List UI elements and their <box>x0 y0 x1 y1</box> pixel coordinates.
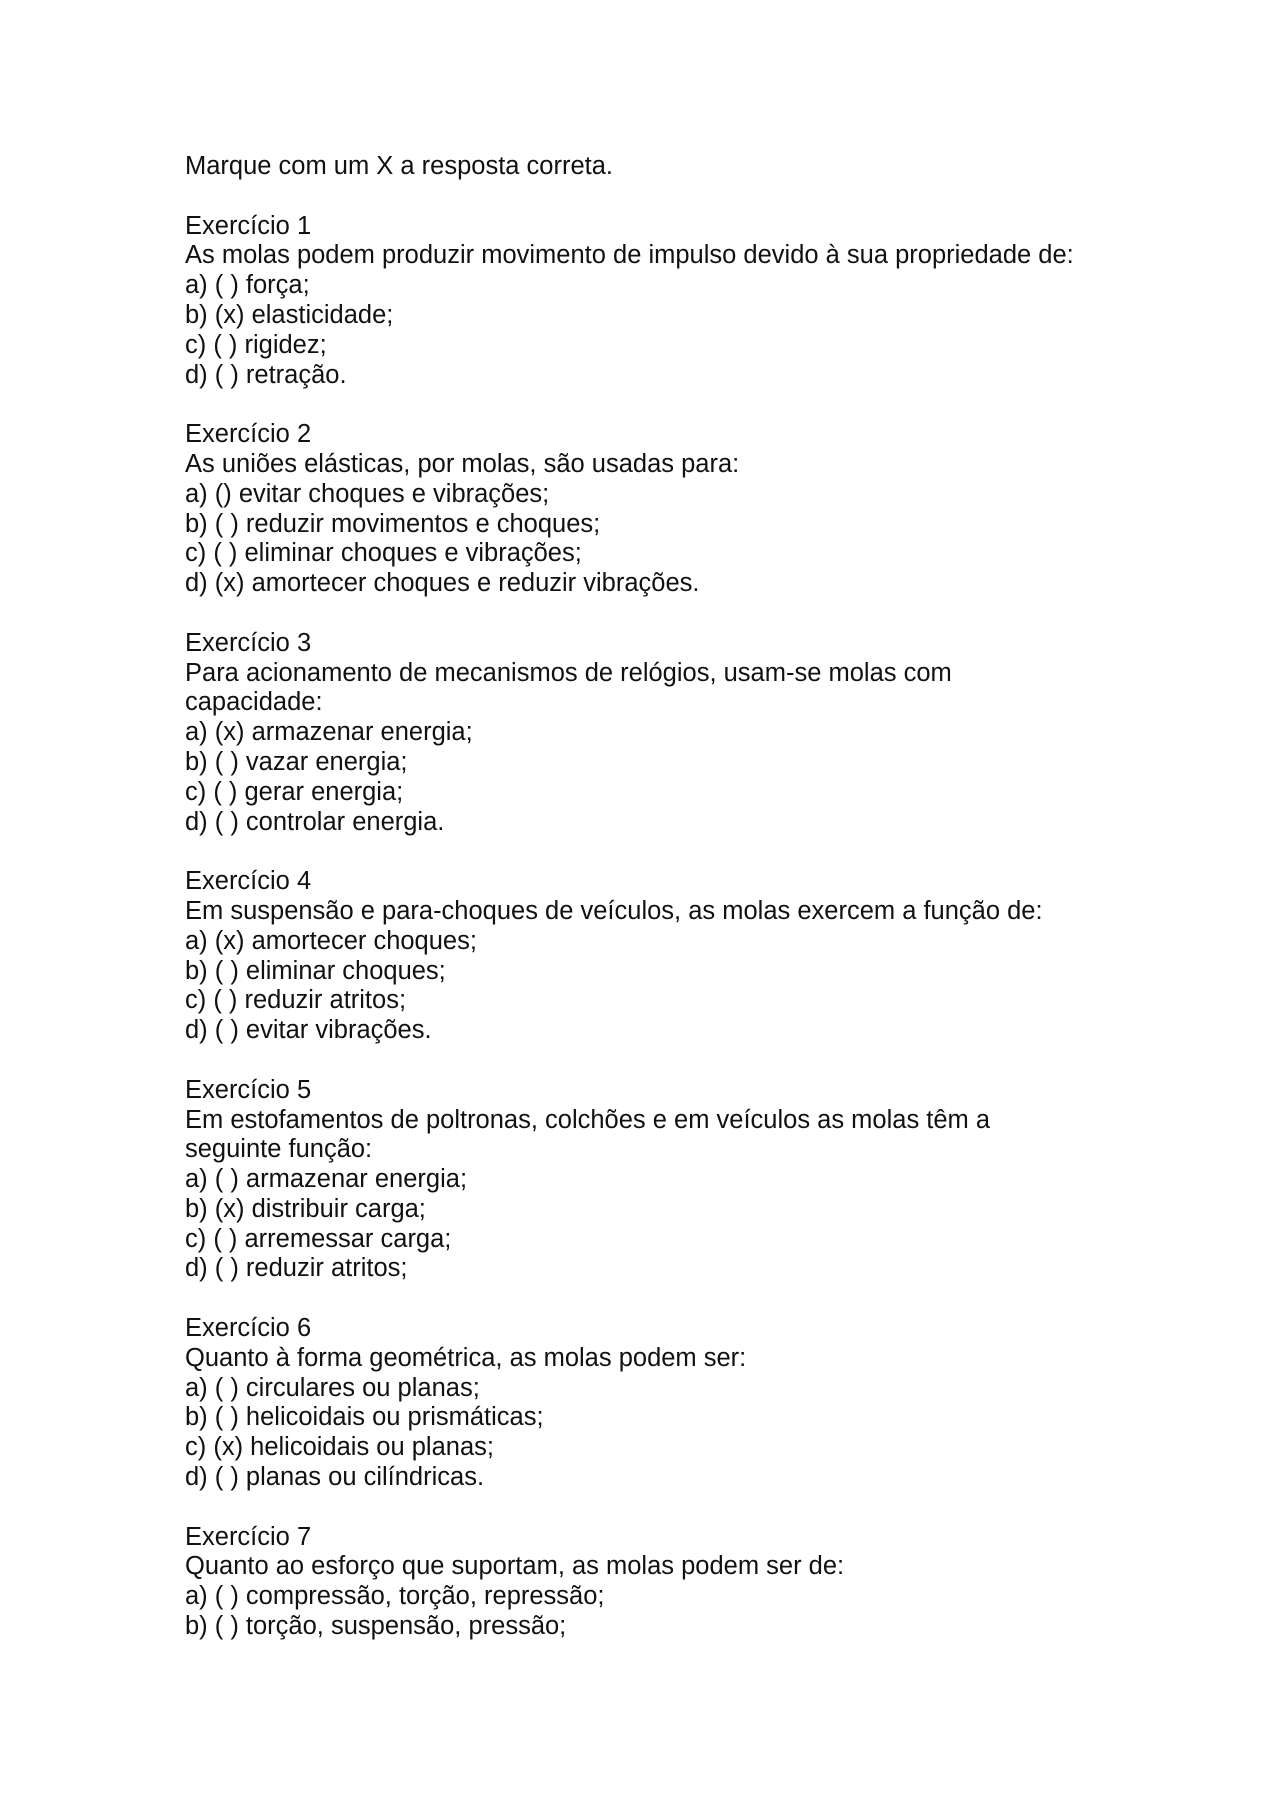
answer-option: b) ( ) reduzir movimentos e choques; <box>185 509 601 538</box>
answer-option: b) (x) distribuir carga; <box>185 1194 426 1223</box>
answer-option: b) ( ) torção, suspensão, pressão; <box>185 1612 567 1641</box>
exercise-question: Quanto à forma geométrica, as molas podem ser: <box>185 1343 747 1372</box>
answer-option: c) ( ) rigidez; <box>185 330 327 359</box>
answer-option: d) ( ) planas ou cilíndricas. <box>185 1463 485 1492</box>
exercise-title: Exercício 5 <box>185 1075 312 1104</box>
exercise-title: Exercício 1 <box>185 211 312 240</box>
document-page <box>185 152 1185 1672</box>
exercise-6 <box>185 1314 1185 1493</box>
exercise-question: Em suspensão e para-choques de veículos, as molas exercem a função de: <box>185 896 1043 925</box>
answer-option: d) ( ) reduzir atritos; <box>185 1254 408 1283</box>
exercise-3 <box>185 629 1185 838</box>
exercise-question-continued: seguinte função: <box>185 1135 373 1164</box>
exercise-question: Para acionamento de mecanismos de relógios, usam-se molas com <box>185 658 952 687</box>
exercise-question: Quanto ao esforço que suportam, as molas podem ser de: <box>185 1552 845 1581</box>
answer-option: b) ( ) helicoidais ou prismáticas; <box>185 1403 544 1432</box>
answer-option: b) ( ) vazar energia; <box>185 747 408 776</box>
answer-option: b) ( ) eliminar choques; <box>185 956 446 985</box>
answer-option: d) ( ) controlar energia. <box>185 807 445 836</box>
answer-option: c) (x) helicoidais ou planas; <box>185 1433 494 1462</box>
exercise-4 <box>185 867 1185 1046</box>
answer-option: c) ( ) arremessar carga; <box>185 1224 452 1253</box>
answer-option: a) (x) armazenar energia; <box>185 718 473 747</box>
answer-option: d) (x) amortecer choques e reduzir vibrações. <box>185 569 700 598</box>
answer-option: a) (x) amortecer choques; <box>185 926 477 955</box>
answer-option: a) ( ) circulares ou planas; <box>185 1373 480 1402</box>
answer-option: a) ( ) armazenar energia; <box>185 1165 468 1194</box>
instruction-text: Marque com um X a resposta correta. <box>185 152 614 180</box>
exercise-question: As uniões elásticas, por molas, são usadas para: <box>185 449 740 478</box>
exercise-2 <box>185 420 1185 599</box>
answer-option: c) ( ) gerar energia; <box>185 777 404 806</box>
answer-option: d) ( ) evitar vibrações. <box>185 1016 432 1045</box>
exercise-title: Exercício 3 <box>185 628 312 657</box>
exercise-5 <box>185 1076 1185 1285</box>
answer-option: b) (x) elasticidade; <box>185 300 394 329</box>
answer-option: a) ( ) força; <box>185 271 310 300</box>
answer-option: d) ( ) retração. <box>185 360 347 389</box>
exercise-1 <box>185 212 1185 391</box>
exercise-question: As molas podem produzir movimento de impulso devido à sua propriedade de: <box>185 241 1074 270</box>
exercise-title: Exercício 7 <box>185 1522 312 1551</box>
exercise-question: Em estofamentos de poltronas, colchões e em veículos as molas têm a <box>185 1105 991 1134</box>
answer-option: a) ( ) compressão, torção, repressão; <box>185 1582 605 1611</box>
answer-option: c) ( ) eliminar choques e vibrações; <box>185 539 582 568</box>
exercise-question-continued: capacidade: <box>185 688 323 717</box>
exercise-7 <box>185 1523 1185 1642</box>
answer-option: a) () evitar choques e vibrações; <box>185 479 550 508</box>
answer-option: c) ( ) reduzir atritos; <box>185 986 407 1015</box>
exercise-title: Exercício 4 <box>185 867 312 896</box>
exercise-title: Exercício 6 <box>185 1314 312 1343</box>
exercise-title: Exercício 2 <box>185 420 312 449</box>
